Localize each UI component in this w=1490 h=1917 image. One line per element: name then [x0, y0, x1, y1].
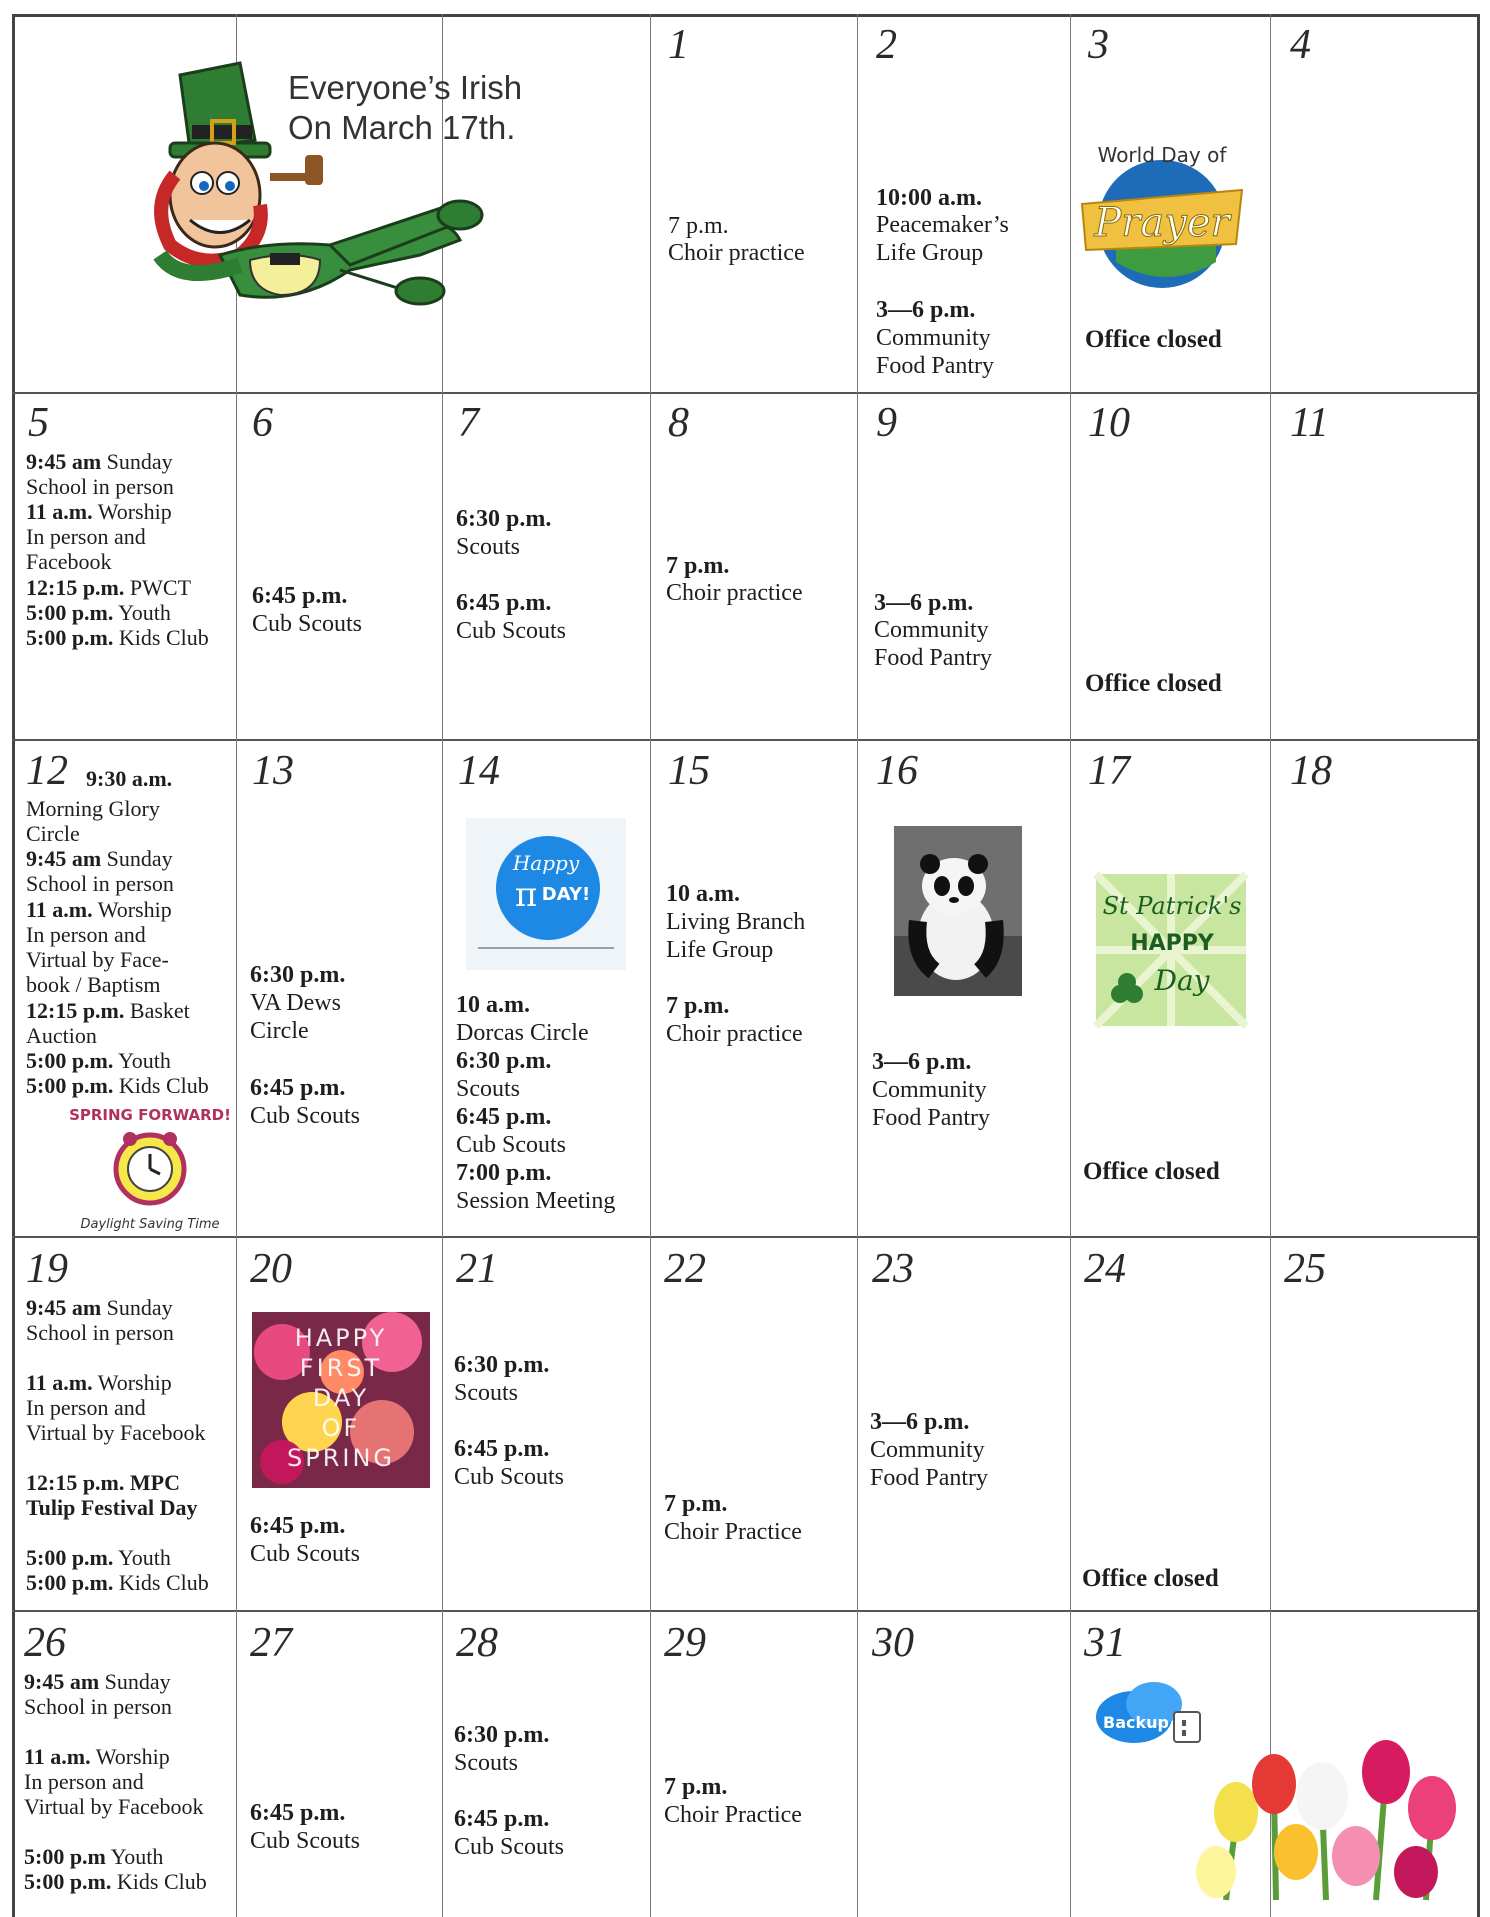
- day-number: 6: [252, 400, 273, 446]
- event-line: 9:45 am Sunday: [26, 1295, 173, 1320]
- pi-symbol: π: [514, 875, 538, 915]
- event-line: Virtual by Facebook: [24, 1794, 204, 1819]
- prayer-logo-top: World Day of: [1097, 143, 1227, 167]
- office-closed: Office closed: [1085, 326, 1222, 353]
- row-divider: [12, 739, 1480, 741]
- day-number: 4: [1290, 22, 1311, 68]
- event-title: Cub Scouts: [252, 611, 363, 637]
- event-title: Choir Practice: [664, 1519, 802, 1545]
- event-time: 7 p.m.: [664, 1491, 728, 1517]
- event-title: VA Dews: [250, 990, 341, 1016]
- day-number: 19: [26, 1246, 68, 1292]
- event-line: book / Baptism: [26, 972, 161, 997]
- row-divider: [12, 392, 1480, 394]
- event-title: Food Pantry: [870, 1465, 989, 1491]
- event-line: 5:00 p.m. Youth: [26, 600, 171, 625]
- event-time: 6:45 p.m.: [250, 1513, 346, 1539]
- event-line: Circle: [26, 821, 80, 846]
- event-time: 6:30 p.m.: [456, 506, 552, 532]
- event-title: Cub Scouts: [454, 1464, 565, 1490]
- st-patricks-day-image: [1096, 874, 1246, 1026]
- event-line: Morning Glory: [26, 796, 160, 821]
- event-time: 6:30 p.m.: [454, 1722, 550, 1748]
- event-time: 6:45 p.m.: [456, 1104, 552, 1130]
- banner-line-1: Everyone’s Irish: [288, 69, 523, 106]
- event-title: Choir practice: [666, 1021, 803, 1047]
- day-number: 31: [1084, 1620, 1126, 1666]
- event-title: Living Branch: [666, 909, 806, 935]
- event-line: 11 a.m. Worship: [26, 499, 172, 524]
- day-number: 15: [668, 748, 710, 794]
- event-time: 3—6 p.m.: [870, 1409, 970, 1435]
- row-divider: [12, 1610, 1480, 1612]
- spring-forward-clock-image: [69, 1104, 231, 1234]
- day-number: 30: [872, 1620, 914, 1666]
- column-divider: [857, 14, 858, 1917]
- event-title: Circle: [250, 1018, 309, 1044]
- event-line: 11 a.m. Worship: [26, 897, 172, 922]
- event-line: 11 a.m. Worship: [26, 1370, 172, 1395]
- event-title: Cub Scouts: [456, 618, 567, 644]
- tulips-image: [1196, 1732, 1462, 1900]
- day-number: 1: [668, 22, 689, 68]
- event-title: Life Group: [876, 240, 984, 266]
- day-number: 20: [250, 1246, 292, 1292]
- event-line: In person and: [26, 524, 146, 549]
- spring-text-4: OF: [321, 1414, 361, 1442]
- spring-text-3: DAY: [312, 1384, 370, 1412]
- day-number: 29: [664, 1620, 706, 1666]
- event-title: Community: [870, 1437, 985, 1463]
- pi-day-text: DAY!: [541, 884, 591, 905]
- spring-text-1: HAPPY: [294, 1324, 388, 1352]
- event-time: 7 p.m.: [666, 993, 730, 1019]
- event-line: In person and: [24, 1769, 144, 1794]
- event-time: 7 p.m.: [668, 213, 729, 239]
- day-number: 16: [876, 748, 918, 794]
- event-time: 6:30 p.m.: [456, 1048, 552, 1074]
- backup-cloud-icon: [1094, 1672, 1206, 1762]
- event-line: In person and: [26, 922, 146, 947]
- day-number: 2: [876, 22, 897, 68]
- event-title: Cub Scouts: [250, 1541, 361, 1567]
- event-line: School in person: [26, 1320, 174, 1345]
- panda-image: [894, 826, 1022, 996]
- event-line: Auction: [26, 1023, 97, 1048]
- event-time: 7 p.m.: [666, 553, 730, 579]
- column-divider: [1070, 14, 1071, 1917]
- event-line: Virtual by Facebook: [26, 1420, 206, 1445]
- day-number: 24: [1084, 1246, 1126, 1292]
- day-number: 17: [1088, 748, 1130, 794]
- event-time: 6:30 p.m.: [250, 962, 346, 988]
- event-line: 12:15 p.m. PWCT: [26, 575, 192, 600]
- event-time: 6:45 p.m.: [456, 590, 552, 616]
- pi-happy-text: Happy: [512, 851, 580, 875]
- event-time: 6:45 p.m.: [250, 1075, 346, 1101]
- event-time: 3—6 p.m.: [876, 297, 976, 323]
- event-time: 3—6 p.m.: [874, 590, 974, 616]
- day-number: 3: [1088, 22, 1109, 68]
- event-title: Community: [874, 617, 989, 643]
- day-number: 14: [458, 748, 500, 794]
- row-divider: [12, 1236, 1480, 1238]
- column-divider: [650, 14, 651, 1917]
- st-patricks-text: St Patrick's: [1102, 892, 1242, 920]
- event-time: 7:00 p.m.: [456, 1160, 552, 1186]
- event-line: 11 a.m. Worship: [24, 1744, 170, 1769]
- office-closed: Office closed: [1083, 1158, 1220, 1185]
- day-number: 10: [1088, 400, 1130, 446]
- event-title: Choir Practice: [664, 1802, 802, 1828]
- office-closed: Office closed: [1082, 1565, 1219, 1592]
- backup-text: Backup: [1103, 1713, 1169, 1732]
- day-number: 21: [456, 1246, 498, 1292]
- spring-text-2: FIRST: [299, 1354, 383, 1382]
- event-title: Peacemaker’s: [876, 212, 1009, 238]
- event-time: 6:45 p.m.: [250, 1800, 346, 1826]
- day-number: 25: [1284, 1246, 1326, 1292]
- event-line: 5:00 p.m. Kids Club: [26, 1073, 209, 1098]
- day-number: 8: [668, 400, 689, 446]
- happy-pi-day-image: [466, 818, 626, 970]
- event-line: 9:45 am Sunday: [26, 449, 173, 474]
- event-time: 9:30 a.m.: [86, 766, 173, 791]
- day-number: 11: [1290, 400, 1329, 446]
- event-title: Cub Scouts: [250, 1103, 361, 1129]
- daylight-saving-text: Daylight Saving Time: [80, 1217, 220, 1232]
- event-title: Cub Scouts: [456, 1132, 567, 1158]
- day-number: 5: [28, 400, 49, 446]
- day-number: 26: [24, 1620, 66, 1666]
- event-line: 12:15 p.m. Basket: [26, 998, 190, 1023]
- event-title: Food Pantry: [872, 1105, 991, 1131]
- event-title: Dorcas Circle: [456, 1020, 589, 1046]
- event-line: 12:15 p.m. MPC: [26, 1470, 180, 1495]
- event-title: Scouts: [454, 1380, 519, 1406]
- first-day-of-spring-image: [252, 1312, 430, 1488]
- event-time: 6:45 p.m.: [252, 583, 348, 609]
- day-number: 7: [458, 400, 479, 446]
- column-divider: [1270, 14, 1271, 1917]
- event-line: 9:45 am Sunday: [26, 846, 173, 871]
- event-title: Food Pantry: [874, 645, 993, 671]
- event-title: Food Pantry: [876, 353, 995, 379]
- event-time: 6:45 p.m.: [454, 1806, 550, 1832]
- event-line: 5:00 p.m. Kids Club: [24, 1869, 207, 1894]
- event-line: School in person: [24, 1694, 172, 1719]
- event-title: Community: [876, 325, 991, 351]
- event-title: Scouts: [456, 534, 521, 560]
- st-patricks-happy: HAPPY: [1130, 931, 1214, 956]
- event-line: 5:00 p.m. Youth: [26, 1048, 171, 1073]
- event-line: 9:45 am Sunday: [24, 1669, 171, 1694]
- prayer-logo-text: Prayer: [1094, 200, 1230, 246]
- event-time: 6:30 p.m.: [454, 1352, 550, 1378]
- event-line: 5:00 p.m. Kids Club: [26, 1570, 209, 1595]
- day-number: 28: [456, 1620, 498, 1666]
- event-title: Scouts: [456, 1076, 521, 1102]
- st-patricks-day: Day: [1154, 964, 1210, 997]
- event-line: Virtual by Face-: [26, 947, 169, 972]
- spring-forward-text: SPRING FORWARD!: [69, 1106, 231, 1124]
- event-line: 5:00 p.m. Youth: [26, 1545, 171, 1570]
- event-title: Cub Scouts: [250, 1828, 361, 1854]
- day-number: 13: [252, 748, 294, 794]
- event-title: Choir practice: [668, 240, 805, 266]
- day-number: 27: [250, 1620, 292, 1666]
- event-title: Cub Scouts: [454, 1834, 565, 1860]
- event-time: 10 a.m.: [666, 881, 740, 907]
- event-time: 10:00 a.m.: [876, 185, 982, 211]
- event-time: 10 a.m.: [456, 992, 530, 1018]
- day-number: 18: [1290, 748, 1332, 794]
- day-number: 12: [26, 748, 68, 794]
- event-time: 6:45 p.m.: [454, 1436, 550, 1462]
- office-closed: Office closed: [1085, 670, 1222, 697]
- event-line: Tulip Festival Day: [26, 1495, 198, 1520]
- world-day-of-prayer-logo: [1076, 132, 1248, 294]
- event-line: 5:00 p.m Youth: [24, 1844, 164, 1869]
- event-line: 5:00 p.m. Kids Club: [26, 625, 209, 650]
- event-line: School in person: [26, 871, 174, 896]
- day-number: 23: [872, 1246, 914, 1292]
- banner-line-2: On March 17th.: [288, 109, 516, 146]
- spring-text-5: SPRING: [286, 1444, 396, 1472]
- day-number: 9: [876, 400, 897, 446]
- event-title: Session Meeting: [456, 1188, 616, 1214]
- day-number: 22: [664, 1246, 706, 1292]
- event-time: 7 p.m.: [664, 1774, 728, 1800]
- event-line: Facebook: [26, 549, 112, 574]
- event-title: Choir practice: [666, 580, 803, 606]
- event-line: School in person: [26, 474, 174, 499]
- event-line: In person and: [26, 1395, 146, 1420]
- event-time: 3—6 p.m.: [872, 1049, 972, 1075]
- event-title: Life Group: [666, 937, 774, 963]
- event-title: Scouts: [454, 1750, 519, 1776]
- event-title: Community: [872, 1077, 987, 1103]
